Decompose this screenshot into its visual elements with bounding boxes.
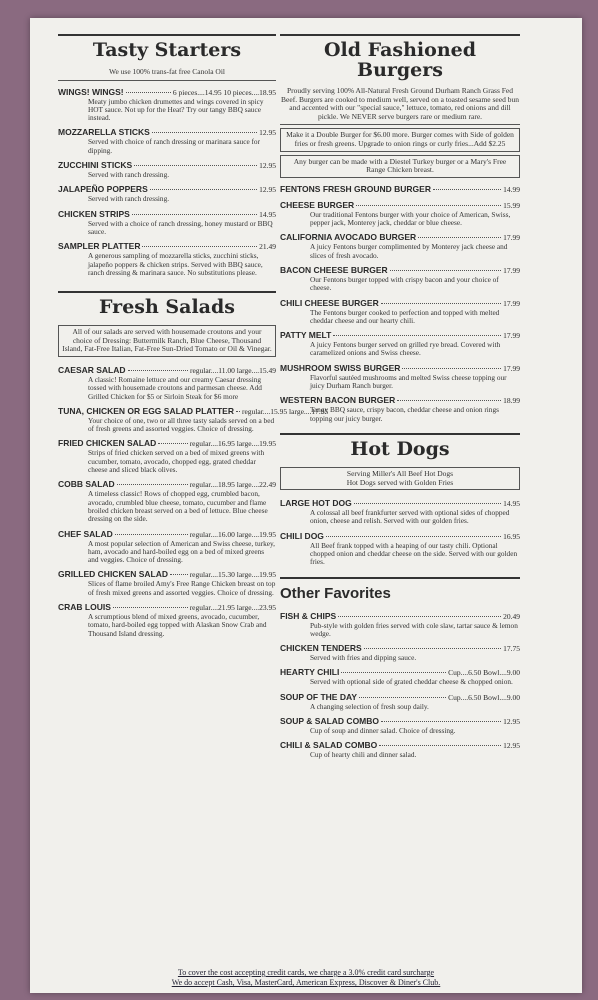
menu-item-price: 17.99 [503,233,520,243]
menu-item-name: CAESAR SALAD [58,364,126,375]
menu-item [58,438,276,474]
menu-item-name: PATTY MELT [280,330,332,341]
menu-item-price: 17.99 [503,298,520,308]
menu-item [280,716,520,735]
menu-item-price: 17.75 [503,644,520,654]
menu-item-price: regular....15.30 large....19.95 [189,570,276,580]
menu-item [280,184,520,195]
dot-leader [170,574,188,575]
dot-leader [117,484,188,485]
menu-item-price: Cup....6.50 Bowl....9.00 [448,692,520,702]
menu-item-name: SOUP OF THE DAY [280,691,357,702]
dot-leader [150,189,257,190]
menu-item-description: Cup of soup and dinner salad. Choice of dressing. [310,726,456,736]
menu-item-description: Your choice of one, two or all three tasty salads served on a bed of fresh greens and assorted veggies. Choice of dressing. [88,415,275,434]
menu-item-name: FENTONS FRESH GROUND BURGER [280,183,431,194]
menu-item-name: TUNA, CHICKEN OR EGG SALAD PLATTER [58,405,234,416]
surcharge-notice: To cover the cost accepting credit cards, we charge a 3.0% credit card surcharge [177,968,435,977]
menu-item [58,87,276,123]
menu-item-price: 17.99 [503,331,520,341]
menu-item-description: Served with ranch dressing. [88,194,170,204]
menu-item-price: regular....16.00 large....19.95 [189,529,276,539]
menu-item [58,529,276,565]
dot-leader [142,246,257,247]
salads-note: All of our salads are served with housemade croutons and your choice of Dressing: Buttermilk Ranch, Blue Cheese, Thousand Island, Fat-Free Italian, Fat-Free Sun-Dried Tomato or Oil & Vinegar. [58,325,276,357]
payment-methods: We do accept Cash, Visa, MasterCard, American Express, Discover & Diner's Club. [171,978,441,987]
menu-item-price: 14.99 [503,184,520,194]
menu-item-description: Served with fries and dipping sauce. [310,653,417,663]
hotdogs-note: Serving Miller's All Beef Hot Dogs Hot Dogs served with Golden Fries [280,467,520,490]
dot-leader [397,400,501,401]
menu-item-description: A scrumptious blend of mixed greens, avocado, cucumber, tomato, hard-boiled egg topped with Alaskan Snow Crab and Thousand Island dressing. [88,611,267,638]
dot-leader [433,189,501,190]
menu-item-price: Cup....6.50 Bowl....9.00 [448,668,520,678]
dot-leader [359,697,446,698]
salads-header [58,291,276,321]
hotdogs-title: Hot Dogs [350,437,450,460]
menu-item-name: CHEF SALAD [58,528,113,539]
menu-item-name: HEARTY CHILI [280,667,340,678]
menu-item-description: A juicy Fentons burger served on grilled rye bread. Covered with caramelized onions and Swiss cheese. [310,340,501,358]
menu-item-description: Pub-style with golden fries served with cole slaw, tartar sauce & lemon wedge. [310,620,518,638]
burgers-double-box: Make it a Double Burger for $6.00 more. Burger comes with Side of golden fries or fresh greens. Upgrade to onion rings or curly fries...Add $2.25 [280,128,520,151]
menu-item-price: 14.95 [259,209,276,219]
menu-item [280,330,520,358]
menu-item-description: Our traditional Fentons burger with your choice of American, Swiss, pepper jack, Monterey jack, cheddar or blue cheese. [310,209,511,228]
menu-item-name: LARGE HOT DOG [280,498,352,509]
other-list [280,611,520,760]
menu-item-description: A changing selection of fresh soup daily. [310,701,429,711]
menu-item-name: CHILI & SALAD COMBO [280,740,378,751]
burgers-note: Proudly serving 100% All-Natural Fresh Ground Durham Ranch Grass Fed Beef. Burgers are cooked to medium well, served on a toasted sesame seed bun and accented with our "special sauce," lettuce, tomato, red onions and dill pickle. We NEVER serve burgers rare or medium rare. [280,87,520,125]
menu-item [58,365,276,401]
dot-leader [113,607,188,608]
menu-item-price: 14.95 [503,499,520,509]
menu-item-description: Strips of fried chicken served on a bed of mixed greens with cucumber, tomato, avocado, chopped egg, grated cheddar cheese and sliced black olives. [88,448,265,475]
menu-item-description: Slices of flame broiled Amy's Free Range Chicken breast on top of fresh mixed greens and assorted veggies. Choice of dressing. [88,579,276,597]
dot-leader [132,214,257,215]
menu-item-description: Served with ranch dressing. [88,170,170,180]
menu-item [280,611,520,639]
menu-item [280,200,520,228]
menu-item-description: Our Fentons burger topped with crispy bacon and your choice of cheese. [310,274,499,293]
dot-leader [356,205,501,206]
menu-item-price: 12.95 [259,161,276,171]
starters-title: Tasty Starters [92,39,242,61]
menu-item [280,531,520,567]
menu-item-name: FISH & CHIPS [280,610,337,621]
menu-item-description: A juicy Fentons burger complimented by Monterey jack cheese and slices of fresh avocado. [310,242,508,260]
dot-leader [381,721,501,722]
menu-item-price: 17.99 [503,363,520,373]
menu-item [58,209,276,237]
dot-leader [158,443,187,444]
dot-leader [236,411,240,412]
menu-item [58,569,276,597]
menu-item-price: 18.99 [503,396,520,406]
menu-item-name: CHILI CHEESE BURGER [280,297,379,308]
menu-item-name: BACON CHEESE BURGER [280,264,388,275]
dot-leader [390,270,501,271]
dot-leader [333,335,501,336]
dot-leader [364,648,501,649]
menu-item-description: A timeless classic! Rows of chopped egg, crumbled bacon, avocado, crumbled blue cheese, tomato, cucumber and flame broiled chicken breast served on a bed of lettuce. Blue cheese dressing on the side. [88,489,268,524]
dot-leader [338,616,501,617]
burgers-title: Old Fashioned Burgers [323,39,477,81]
menu-item [58,602,276,638]
menu-item-name: CHICKEN TENDERS [280,643,362,654]
menu-item-name: CHICKEN STRIPS [58,208,130,219]
other-header [280,577,520,607]
burgers-list [280,184,520,423]
dot-leader [326,536,501,537]
menu-item [280,298,520,326]
menu-item-price: 20.49 [503,611,520,621]
menu-item-price: 15.99 [503,200,520,210]
menu-item-price: 12.95 [259,185,276,195]
hotdogs-list [280,498,520,566]
menu-item-price: 12.95 [259,128,276,138]
menu-item-price: 6 pieces....14.95 10 pieces....18.95 [172,87,276,97]
menu-item [280,363,520,391]
menu-item [280,740,520,759]
menu-item-description: A most popular selection of American and Swiss cheese, turkey, ham, avocado and hard-boiled egg on a bed of mixed greens and veggies. Choice of dressing. [88,538,275,565]
starters-note: We use 100% trans-fat free Canola Oil [58,68,276,81]
menu-item [280,498,520,526]
menu-item [58,184,276,203]
menu-item-name: CRAB LOUIS [58,601,111,612]
menu-item-name: MUSHROOM SWISS BURGER [280,362,401,373]
dot-leader [126,92,171,93]
menu-item-name: CALIFORNIA AVOCADO BURGER [280,232,417,243]
menu-item-name: WESTERN BACON BURGER [280,395,396,406]
dot-leader [381,303,501,304]
menu-item-price: regular....21.95 large....23.95 [189,602,276,612]
menu-item-name: ZUCCHINI STICKS [58,160,133,171]
starters-header [58,34,276,64]
menu-item-description: The Fentons burger cooked to perfection and topped with melted cheddar cheese and our hearty chili. [310,307,500,325]
starters-list [58,87,276,278]
burgers-substitute-box: Any burger can be made with a Diestel Turkey burger or a Mary's Free Range Chicken breast. [280,155,520,178]
menu-item-price: 21.49 [259,242,276,252]
menu-item-description: Meaty jumbo chicken drumettes and wings covered in spicy HOT sauce. Not up for the Heat? Try our tangy BBQ sauce instead. [88,96,264,123]
menu-item [58,241,276,277]
menu-item-price: 12.95 [503,741,520,751]
menu-item-name: CHILI DOG [280,530,324,541]
menu-item-description: Tangy BBQ sauce, crispy bacon, cheddar cheese and onion rings topping our juicy burger. [310,405,499,423]
menu-item-name: JALAPEÑO POPPERS [58,184,148,195]
hotdogs-header [280,433,520,463]
menu-item-description: Cup of hearty chili and dinner salad. [310,750,417,760]
menu-item-name: GRILLED CHICKEN SALAD [58,569,169,580]
dot-leader [354,503,501,504]
dot-leader [134,165,257,166]
menu-item [280,395,520,423]
dot-leader [341,672,446,673]
menu-item-description: Served with a choice of ranch dressing, honey mustard or BBQ sauce. [88,218,273,236]
menu-item [58,127,276,155]
dot-leader [115,534,188,535]
menu-item-description: Served with optional side of grated cheddar cheese & chopped onion. [310,677,513,687]
menu-item-name: FRIED CHICKEN SALAD [58,438,157,449]
menu-item-price: regular....18.95 large....22.49 [189,480,276,490]
menu-item [280,232,520,260]
dot-leader [379,745,501,746]
menu-item [280,643,520,662]
menu-item-price: regular....16.95 large....19.95 [189,439,276,449]
menu-item-name: WINGS! WINGS! [58,86,124,97]
menu-item-price: 12.95 [503,717,520,727]
menu-item [280,265,520,293]
burgers-header [280,34,520,83]
menu-item-price: 16.95 [503,531,520,541]
menu-item-description: Flavorful sautéed mushrooms and melted Swiss cheese topping our juicy Durham Ranch burger. [310,372,507,391]
right-column [280,34,520,765]
dot-leader [418,237,501,238]
dot-leader [128,370,188,371]
menu-item-name: CHEESE BURGER [280,199,355,210]
payment-footer [30,968,582,988]
menu-item-description: All Beef frank topped with a heaping of our tasty chili. Optional chopped onion and cheddar cheese on the side. Served with our golden fries. [310,540,518,567]
menu-item [280,667,520,686]
menu-item [58,160,276,179]
dot-leader [402,368,501,369]
menu-item-description: A generous sampling of mozzarella sticks, zucchini sticks, jalapeño poppers & chicken strips. Served with BBQ sauce, ranch dressing & marinara sauce. No substitutions please. [88,251,263,277]
menu-item-price: regular....11.00 large....15.49 [189,365,276,375]
menu-item-price: 17.99 [503,265,520,275]
menu-item-description: A classic! Romaine lettuce and our creamy Caesar dressing tossed with housemade croutons and parmesan cheese. Add Grilled Chicken for $5 or Sirloin Steak for $6 more [88,374,262,401]
menu-item-name: SOUP & SALAD COMBO [280,716,380,727]
menu-item-description: A colossal all beef frankfurter served with optional sides of chopped onion, cheese and relish. Served with our golden fries. [310,508,510,526]
menu-item [280,692,520,711]
menu-item [58,405,329,434]
menu-item-name: COBB SALAD [58,479,115,490]
dot-leader [152,132,257,133]
other-title: Other Favorites [280,584,391,602]
salads-title: Fresh Salads [99,296,235,319]
menu-item [58,479,276,523]
menu-item-description: Served with choice of ranch dressing or marinara sauce for dipping. [88,137,261,155]
menu-item-name: MOZZARELLA STICKS [58,127,150,138]
menu-item-name: SAMPLER PLATTER [58,241,141,252]
menu-item-price: regular....15.95 large....17.95 [241,406,329,416]
